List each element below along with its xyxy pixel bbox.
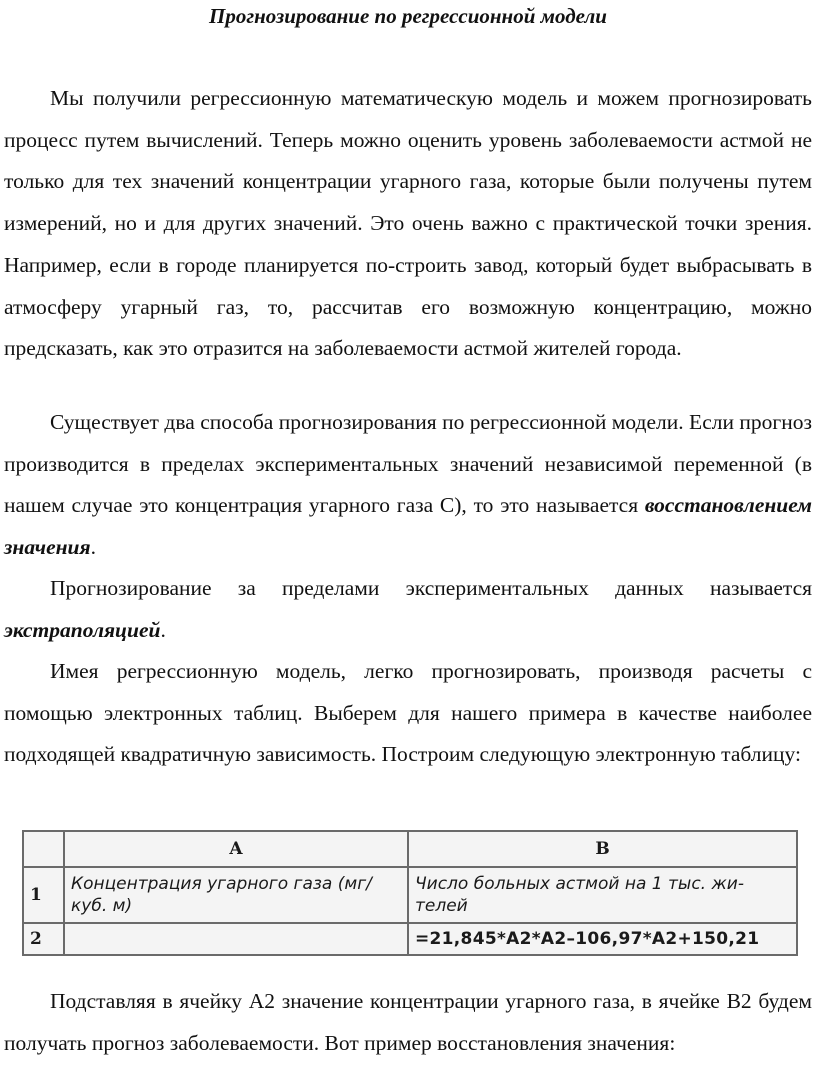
column-header-b: B — [408, 831, 797, 867]
paragraph-1: Мы получили регрессионную математическую модель и можем прогнозировать процесс путем вычислений. Теперь можно оценить уровень заболеваемости астмой не только для тех значений концентрации угарного газа, которые были получены путем измерений, но и для других значений. Это очень важно с практической точки зрения. Например, если в городе планируется по-строить завод, который будет выбрасывать в атмосферу угарный газ, то, рассчитав его возможную концентрацию, можно предсказать, как это отразится на заболеваемости астмой жителей города. — [4, 86, 812, 361]
paragraph-3-text: Прогнозирование за пределами экспериментальных данных называется — [50, 576, 812, 600]
paragraph-4: Имея регрессионную модель, легко прогнозировать, производя расчеты с помощью электронных таблиц. Выберем для нашего примера в качестве наиболее подходящей квадратичную зависимость. Построим следующую электронную таблицу: — [4, 659, 812, 767]
spreadsheet-header-row — [23, 831, 797, 867]
term-value-restoration: восстановлением значения — [4, 493, 812, 560]
spreadsheet-row-1 — [23, 867, 797, 923]
column-header-a: A — [64, 831, 408, 867]
paragraph-3-end: . — [160, 617, 166, 642]
cell-b2-formula: =21,845*A2*A2–106,97*A2+150,21 — [408, 923, 797, 955]
row-header-1: 1 — [23, 867, 64, 923]
spreadsheet-table — [22, 830, 798, 956]
cell-b1: Число больных астмой на 1 тыс. жи-телей — [408, 867, 797, 923]
spreadsheet-row-2 — [23, 923, 797, 955]
cell-a1: Концентрация угарного газа (мг/куб. м) — [64, 867, 408, 923]
corner-cell — [23, 831, 64, 867]
document-title: Прогнозирование по регрессионной модели — [209, 4, 607, 28]
paragraph-2-end: . — [90, 535, 96, 560]
row-header-2: 2 — [23, 923, 64, 955]
paragraph-2 — [4, 402, 812, 569]
paragraph-5: Подставляя в ячейку А2 значение концентрации угарного газа, в ячейке В2 будем получать прогноз заболеваемости. Вот пример восстановления значения: — [4, 989, 812, 1055]
cell-a2 — [64, 923, 408, 955]
paragraph-3 — [4, 568, 812, 651]
term-extrapolation: экстраполяцией — [4, 617, 161, 642]
paragraph-2-text: Существует два способа прогнозирования по регрессионной модели. Если прогноз производится в пределах экспериментальных значений независимой переменной (в нашем случае это концентрация угарного газа C), то это называется — [4, 410, 812, 518]
